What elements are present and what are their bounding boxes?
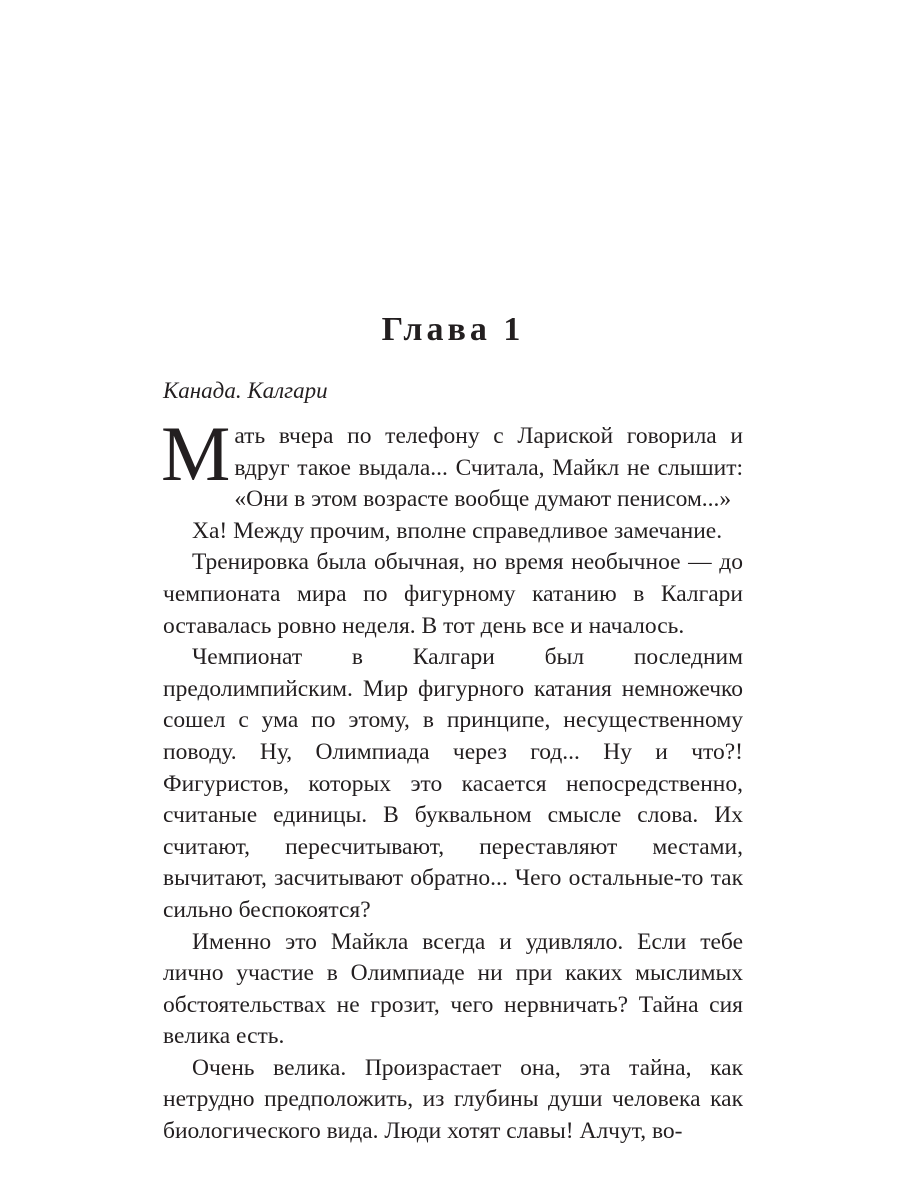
paragraph-4: Чемпионат в Калгари был последним предолимпийским. Мир фигурного катания немножечко сошел с ума по этому, в принципе, несущественному поводу. Ну, Олимпиада через год... Ну и что?! Фигуристов, которых это касается непосредственно, считаные единицы. В буквальном смысле слова. Их считают, пересчитывают, переставляют местами, вычитают, засчитывают обратно... Чего остальные-то так сильно беспокоятся?	[163, 644, 743, 923]
chapter-body	[161, 410, 743, 1148]
paragraph-3: Тренировка была обычная, но время необычное — до чемпионата мира по фигурному катанию в Калгари оставалась ровно неделя. В тот день все и началось.	[163, 549, 743, 639]
drop-cap: М	[161, 410, 231, 497]
paragraph-1-text: ать вчера по телефону с Лариской говорила и вдруг такое выдала... Считала, Майкл не слышит: «Они в этом возрасте вообще думают пенисом...»	[234, 423, 743, 513]
book-page	[163, 0, 743, 1200]
paragraph-1	[161, 410, 743, 516]
paragraph-6: Очень велика. Произрастает она, эта тайна, как нетрудно предположить, из глубины души человека как биологического вида. Люди хотят славы! Алчут, во-	[163, 1054, 743, 1145]
paragraph-2: Ха! Между прочим, вполне справедливое замечание.	[192, 517, 723, 544]
location-subtitle: Канада. Калгари	[163, 378, 328, 403]
chapter-title: Глава 1	[381, 311, 525, 348]
paragraph-5: Именно это Майкла всегда и удивляло. Если тебе лично участие в Олимпиаде ни при каких мыслимых обстоятельствах не грозит, чего нервничать? Тайна сия велика есть.	[163, 928, 743, 1050]
